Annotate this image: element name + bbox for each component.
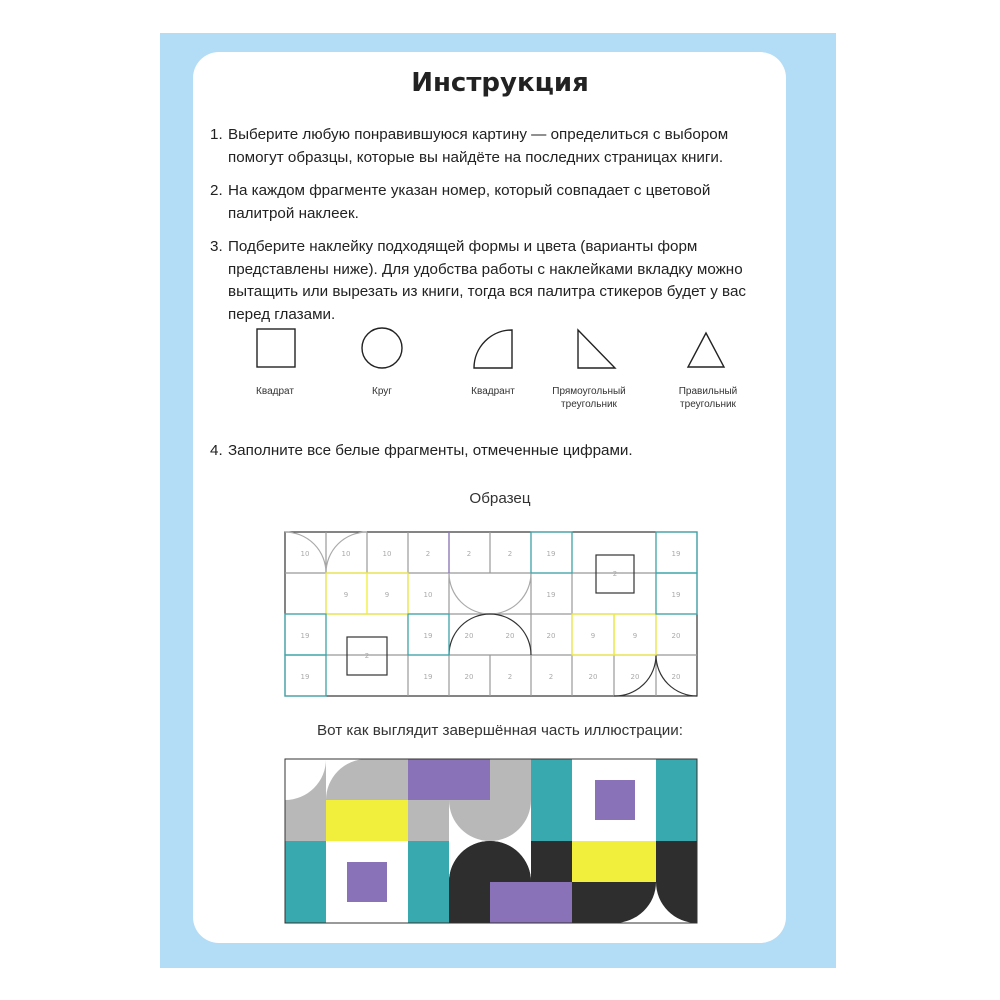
sample-caption: Образец bbox=[469, 490, 531, 507]
cell-number: 20 bbox=[546, 632, 556, 640]
cell-number: 10 bbox=[341, 550, 351, 558]
cell-number: 2 bbox=[425, 550, 431, 558]
cell-number: 19 bbox=[300, 632, 310, 640]
page-title: Инструкция bbox=[411, 68, 589, 98]
cell-number: 19 bbox=[671, 550, 681, 558]
cell-number: 19 bbox=[546, 550, 556, 558]
cell-number: 19 bbox=[423, 673, 433, 681]
cell-number: 10 bbox=[423, 591, 433, 599]
cell-number: 2 bbox=[548, 673, 554, 681]
cell-number: 10 bbox=[300, 550, 310, 558]
cell-number: 10 bbox=[382, 550, 392, 558]
cell-number: 2 bbox=[507, 550, 513, 558]
shape-label-equilateral-triangle: Правильный треугольник bbox=[678, 386, 738, 410]
shape-label-square: Квадрат bbox=[256, 386, 294, 397]
step-text: Подберите наклейку подходящей формы и цвета (варианты форм представлены ниже). Для удобства работы с наклейками вкладку можно вытащить или вырезать из книги, тогда вся палитра стикеров будет у вас перед глазами. bbox=[228, 238, 746, 323]
step-text: Заполните все белые фрагменты, отмеченные цифрами. bbox=[228, 442, 633, 459]
cell-number: 2 bbox=[612, 570, 618, 578]
step-text: Выберите любую понравившуюся картину — определиться с выбором помогут образцы, которые вы найдёте на последних страницах книги. bbox=[228, 126, 729, 166]
step-number: 2. bbox=[210, 182, 223, 199]
step-number: 1. bbox=[210, 126, 223, 143]
cell-number: 20 bbox=[630, 673, 640, 681]
cell-number: 20 bbox=[671, 632, 681, 640]
cell-number: 2 bbox=[466, 550, 472, 558]
cell-number: 20 bbox=[505, 632, 515, 640]
cell-number: 20 bbox=[464, 673, 474, 681]
cell-number: 19 bbox=[546, 591, 556, 599]
step-number: 4. bbox=[210, 442, 223, 459]
cell-number: 20 bbox=[588, 673, 598, 681]
cell-number: 9 bbox=[384, 591, 390, 599]
cell-number: 9 bbox=[343, 591, 349, 599]
shape-label-right-triangle: Прямоугольный треугольник bbox=[552, 386, 626, 410]
cell-number: 9 bbox=[632, 632, 638, 640]
step-number: 3. bbox=[210, 238, 223, 255]
cell-number: 2 bbox=[507, 673, 513, 681]
cell-number: 19 bbox=[671, 591, 681, 599]
cell-number: 2 bbox=[364, 652, 370, 660]
shape-label-quadrant: Квадрант bbox=[471, 386, 515, 397]
result-caption: Вот как выглядит завершённая часть иллюстрации: bbox=[317, 722, 683, 739]
cell-number: 19 bbox=[423, 632, 433, 640]
cell-number: 19 bbox=[300, 673, 310, 681]
cell-number: 20 bbox=[671, 673, 681, 681]
cell-number: 20 bbox=[464, 632, 474, 640]
step-text: На каждом фрагменте указан номер, который совпадает с цветовой палитрой наклеек. bbox=[228, 182, 711, 222]
cell-number: 9 bbox=[590, 632, 596, 640]
shape-label-circle: Круг bbox=[372, 386, 392, 397]
